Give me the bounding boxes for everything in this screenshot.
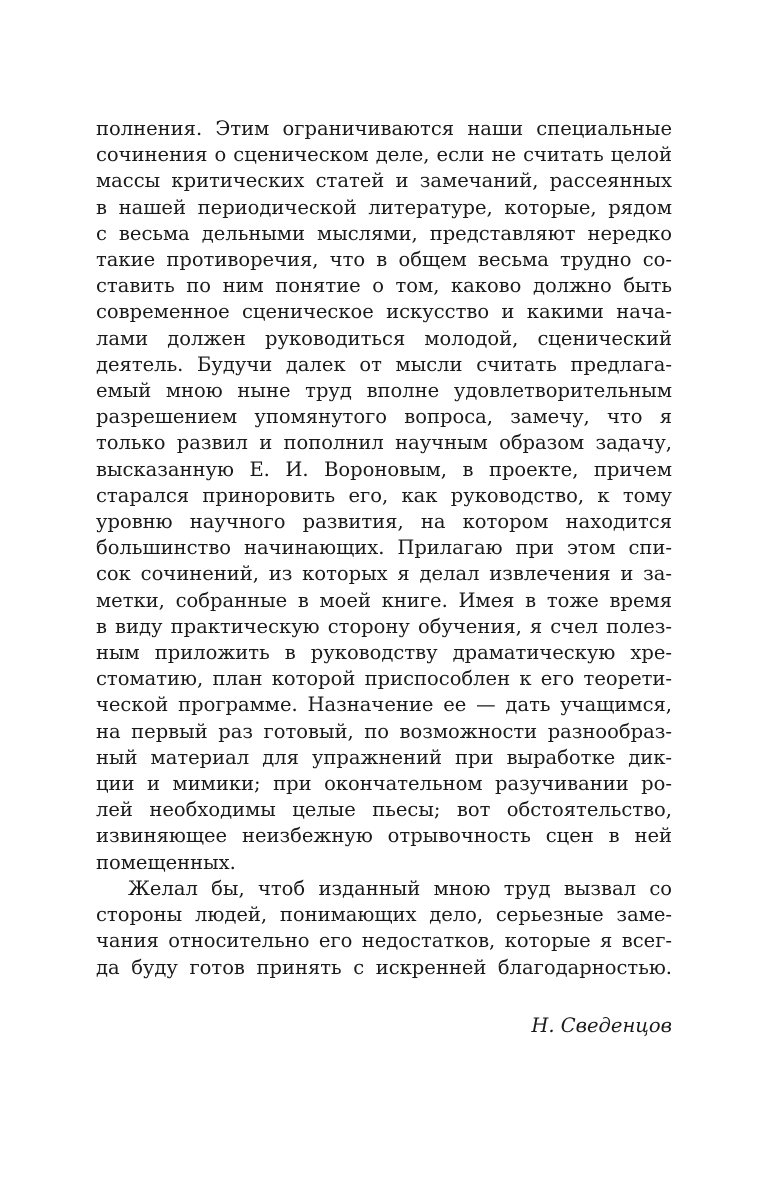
text-line: чания относительно его недостатков, которые я всег- bbox=[96, 929, 672, 953]
text-line: сок сочинений, из которых я делал извлечения и за- bbox=[96, 562, 672, 586]
text-line: уровню научного развития, на котором находится bbox=[96, 510, 672, 534]
text-line: деятель. Будучи далек от мысли считать предлага- bbox=[96, 352, 672, 376]
text-line: такие противоречия, что в общем весьма трудно со- bbox=[96, 248, 672, 272]
author-signature: Н. Сведенцов bbox=[531, 1014, 672, 1037]
text-line: высказанную Е. И. Вороновым, в проекте, причем bbox=[96, 457, 672, 481]
text-line: помещенных. bbox=[96, 850, 236, 874]
text-line: ный материал для упражнений при выработке дик- bbox=[96, 745, 672, 769]
text-line: метки, собранные в моей книге. Имея в тоже время bbox=[96, 588, 672, 612]
paragraph-1 bbox=[96, 116, 672, 876]
text-line: современное сценическое искусство и какими нача- bbox=[96, 300, 672, 324]
text-line: лей необходимы целые пьесы; вот обстоятельство, bbox=[96, 798, 672, 822]
text-line: большинство начинающих. Прилагаю при этом спи- bbox=[96, 536, 672, 560]
text-line: старался приноровить его, как руководство, к тому bbox=[96, 483, 672, 507]
body-text bbox=[96, 116, 672, 981]
text-line: стоматию, план которой приспособлен к его теорети- bbox=[96, 667, 672, 691]
text-line: на первый раз готовый, по возможности разнообраз- bbox=[96, 719, 672, 743]
text-line: да буду готов принять с искренней благодарностью. bbox=[96, 955, 672, 979]
text-line: ным приложить в руководству драматическую хре- bbox=[96, 641, 672, 665]
text-line: ции и мимики; при окончательном разучивании ро- bbox=[96, 772, 672, 796]
text-line: стороны людей, понимающих дело, серьезные заме- bbox=[96, 903, 672, 927]
text-line: разрешением упомянутого вопроса, замечу, что я bbox=[96, 405, 672, 429]
text-line: только развил и пополнил научным образом задачу, bbox=[96, 431, 672, 455]
text-line: лами должен руководиться молодой, сценический bbox=[96, 326, 672, 350]
text-line: с весьма дельными мыслями, представляют нередко bbox=[96, 221, 672, 245]
text-line: ческой программе. Назначение ее — дать учащимся, bbox=[96, 693, 672, 717]
text-line: сочинения о сценическом деле, если не считать целой bbox=[96, 143, 672, 167]
text-line: извиняющее неизбежную отрывочность сцен в ней bbox=[96, 824, 672, 848]
text-line: Желал бы, чтоб изданный мною труд вызвал со bbox=[128, 876, 672, 900]
text-line: полнения. Этим ограничиваются наши специальные bbox=[96, 117, 672, 140]
text-line: ставить по ним понятие о том, каково должно быть bbox=[96, 274, 672, 298]
text-line: в нашей периодической литературе, которые, рядом bbox=[96, 195, 672, 219]
text-line: емый мною ныне труд вполне удовлетворительным bbox=[96, 379, 672, 403]
text-line: в виду практическую сторону обучения, я счел полез- bbox=[96, 614, 672, 638]
paragraph-2 bbox=[96, 876, 672, 981]
text-line: массы критических статей и замечаний, рассеянных bbox=[96, 169, 672, 193]
